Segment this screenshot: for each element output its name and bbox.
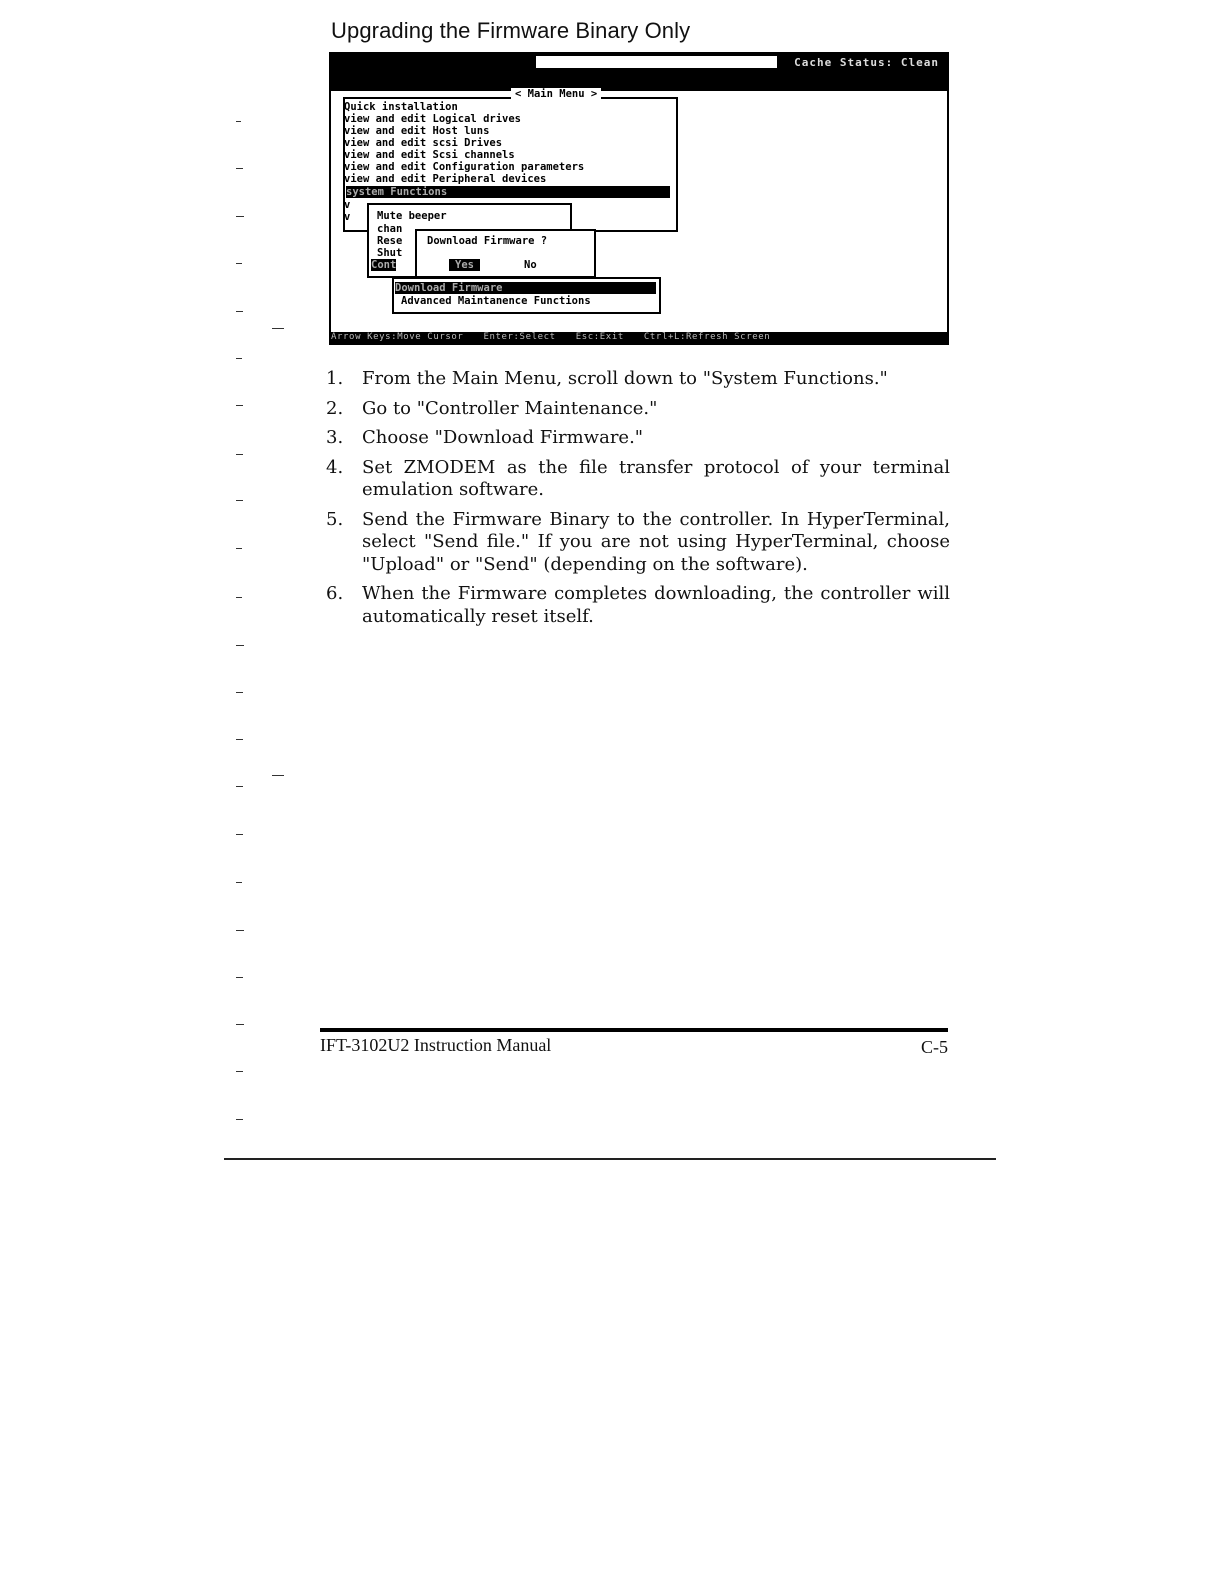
manual-title: IFT-3102U2 Instruction Manual — [320, 1035, 552, 1055]
margin-mark — [236, 882, 242, 883]
margin-mark — [236, 216, 244, 217]
submenu-item-selected: Cont — [371, 259, 397, 271]
margin-mark — [236, 454, 243, 455]
margin-mark — [236, 977, 243, 978]
submenu-item: Mute beeper — [377, 210, 447, 222]
main-menu-item-selected: system Functions — [346, 186, 670, 198]
submenu-item: Rese — [377, 235, 403, 247]
margin-mark — [236, 786, 243, 787]
submenu-item: Shut — [377, 247, 403, 259]
status-bar-item: Enter:Select — [483, 332, 556, 342]
margin-mark — [236, 358, 242, 359]
dialog-title: Download Firmware ? — [427, 235, 548, 247]
main-menu-item: view and edit Logical drives — [344, 113, 522, 125]
step-item — [326, 583, 950, 628]
step-number: 6. — [326, 583, 344, 604]
main-menu-item: view and edit Host luns — [344, 125, 490, 137]
step-number: 4. — [326, 456, 344, 478]
terminal-status-bar — [331, 332, 947, 343]
margin-mark — [236, 1071, 243, 1072]
margin-mark — [236, 834, 243, 835]
step-text: Choose "Download Firmware." — [362, 427, 644, 448]
terminal-top-bar — [331, 54, 947, 91]
step-item — [326, 457, 950, 502]
step-number: 1. — [326, 368, 344, 389]
step-item — [326, 427, 950, 450]
dialog-no-button: No — [524, 259, 537, 271]
step-text: Go to "Controller Maintenance." — [362, 397, 658, 419]
margin-mark — [236, 1024, 244, 1025]
step-number: 3. — [326, 427, 344, 448]
margin-mark — [236, 692, 243, 693]
step-text: When the Firmware completes downloading, the controller will automatically reset itself. — [362, 583, 950, 627]
step-text: Set ZMODEM as the file transfer protocol of your terminal emulation software. — [362, 456, 950, 500]
page-edge-line — [224, 1158, 996, 1160]
margin-mark — [236, 930, 244, 931]
status-bar-item: Arrow Keys:Move Cursor — [331, 332, 464, 342]
margin-mark — [236, 405, 243, 406]
margin-mark — [236, 121, 241, 122]
instruction-steps — [326, 368, 950, 635]
main-menu-item: Quick installation — [344, 101, 458, 113]
margin-mark — [236, 1119, 243, 1120]
margin-mark — [272, 328, 284, 329]
margin-mark — [236, 263, 242, 264]
dialog-yes-button: Yes — [449, 259, 480, 271]
margin-mark — [236, 739, 243, 740]
main-menu-item: view and edit Configuration parameters — [344, 161, 585, 173]
step-number: 5. — [326, 508, 344, 530]
terminal-screenshot — [329, 52, 949, 345]
margin-mark — [236, 311, 243, 312]
step-item — [326, 368, 950, 391]
maintenance-item-selected: Download Firmware — [395, 282, 656, 294]
status-bar-item: Ctrl+L:Refresh Screen — [643, 332, 771, 342]
step-item — [326, 398, 950, 421]
main-menu-item: view and edit scsi Drives — [344, 137, 503, 149]
main-menu-caption: < Main Menu > — [511, 88, 601, 100]
page-heading: Upgrading the Firmware Binary Only — [331, 18, 691, 43]
main-menu-item: v — [344, 199, 351, 211]
page-number: C-5 — [921, 1037, 948, 1057]
main-menu-item: view and edit Scsi channels — [344, 149, 515, 161]
step-text: Send the Firmware Binary to the controller. In HyperTerminal, select "Send file." If you are not using HyperTerminal, choose "Upload" or "Send" (depending on the software). — [362, 508, 950, 575]
margin-mark — [236, 597, 242, 598]
submenu-item: chan — [377, 223, 403, 235]
footer-rule — [320, 1028, 948, 1032]
cache-status: Cache Status: Clean — [794, 56, 939, 69]
step-text: From the Main Menu, scroll down to "System Functions." — [362, 368, 888, 389]
main-menu-item: v — [344, 211, 351, 223]
margin-mark — [236, 168, 243, 169]
margin-mark — [272, 775, 284, 776]
maintenance-item: Advanced Maintanence Functions — [401, 295, 591, 307]
status-bar-item: Esc:Exit — [575, 332, 624, 342]
step-item — [326, 509, 950, 577]
margin-mark — [236, 645, 244, 646]
margin-mark — [236, 500, 243, 501]
terminal-input-field — [536, 56, 777, 68]
main-menu-item: view and edit Peripheral devices — [344, 173, 547, 185]
step-number: 2. — [326, 397, 344, 419]
margin-mark — [236, 548, 242, 549]
